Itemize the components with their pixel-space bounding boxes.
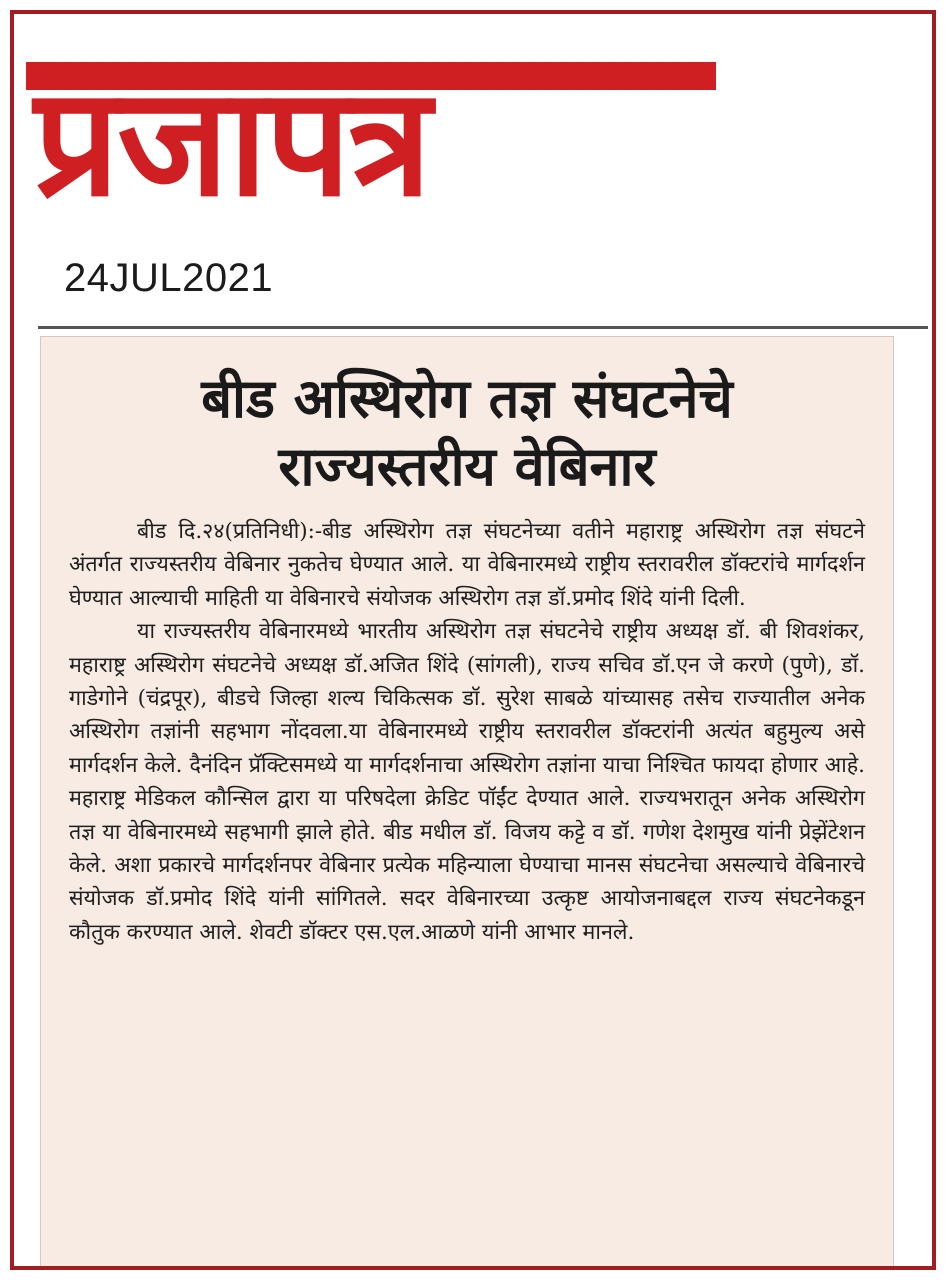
article-clipping bbox=[40, 336, 894, 1270]
article-body bbox=[69, 515, 865, 949]
headline-line-1: बीड अस्थिरोग तज्ञ संघटनेचे bbox=[201, 367, 733, 430]
clipping-frame bbox=[10, 10, 936, 1270]
article-paragraph-1: बीड दि.२४(प्रतिनिधी):-बीड अस्थिरोग तज्ञ संघटनेच्या वतीने महाराष्ट्र अस्थिरोग तज्ञ संघटने अंतर्गत राज्यस्तरीय वेबिनार नुकतेच घेण्यात आले. या वेबिनारमध्ये राष्ट्रीय स्तरावरील डॉक्टरांचे मार्गदर्शन घेण्यात आल्याची माहिती या वेबिनारचे संयोजक अस्थिरोग तज्ञ डॉ.प्रमोद शिंदे यांनी दिली. bbox=[69, 519, 865, 611]
newspaper-masthead bbox=[26, 42, 726, 242]
publication-date: 24JUL2021 bbox=[64, 256, 274, 300]
masthead-title: प्रजापत्र bbox=[34, 56, 430, 230]
article-headline bbox=[41, 365, 893, 501]
article-paragraph-2: या राज्यस्तरीय वेबिनारमध्ये भारतीय अस्थिरोग तज्ञ संघटनेचे राष्ट्रीय अध्यक्ष डॉ. बी शिवशंकर, महाराष्ट्र अस्थिरोग संघटनेचे अध्यक्ष डॉ.अजित शिंदे (सांगली), राज्य सचिव डॉ.एन जे करणे (पुणे), डॉ. गाडेगोने (चंद्रपूर), बीडचे जिल्हा शल्य चिकित्सक डॉ. सुरेश साबळे यांच्यासह तसेच राज्यातील अनेक अस्थिरोग तज्ञांनी सहभाग नोंदवला.या वेबिनारमध्ये राष्ट्रीय स्तरावरील डॉक्टरांनी अत्यंत बहुमुल्य असे मार्गदर्शन केले. दैनंदिन प्रॅक्टिसमध्ये या मार्गदर्शनाचा अस्थिरोग तज्ञांना याचा निश्चित फायदा होणार आहे. महाराष्ट्र मेडिकल कौन्सिल द्वारा या परिषदेला क्रेडिट पॉईंट देण्यात आले. राज्यभरातून अनेक अस्थिरोग तज्ञ या वेबिनारमध्ये सहभागी झाले होते. बीड मधील डॉ. विजय कट्टे व डॉ. गणेश देशमुख यांनी प्रेझेंटेशन केले. अशा प्रकारचे मार्गदर्शनपर वेबिनार प्रत्येक महिन्याला घेण्याचा मानस संघटनेचा असल्याचे वेबिनारचे संयोजक डॉ.प्रमोद शिंदे यांनी सांगितले. सदर वेबिनारच्या उत्कृष्ट आयोजनाबद्दल राज्य संघटनेकडून कौतुक करण्यात आले. शेवटी डॉक्टर एस.एल.आळणे यांनी आभार मानले. bbox=[69, 619, 865, 945]
divider-rule bbox=[38, 326, 928, 329]
headline-line-2: राज्यस्तरीय वेबिनार bbox=[278, 435, 656, 498]
